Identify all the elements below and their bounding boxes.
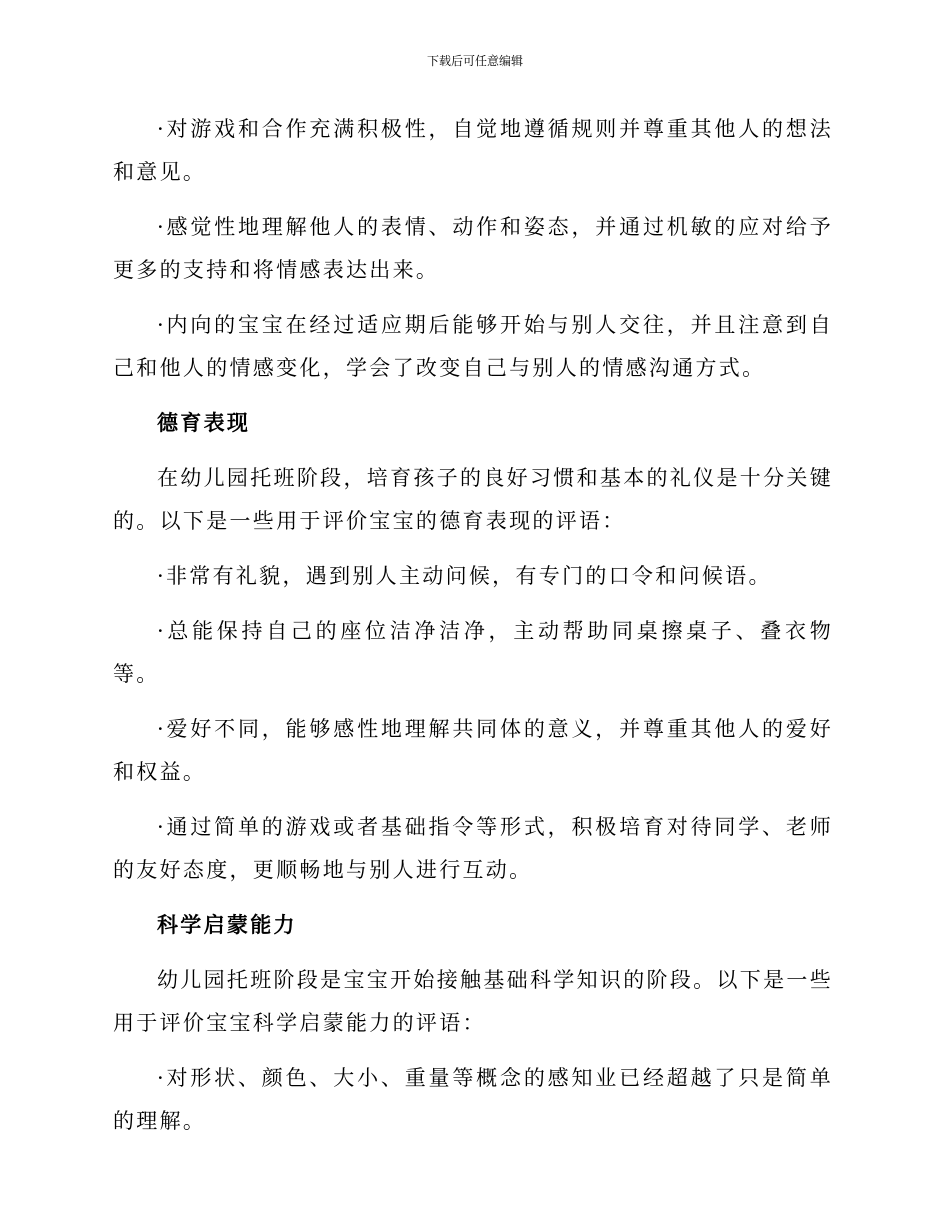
- page-header: 下载后可任意编辑: [426, 54, 523, 68]
- section-intro-science: 幼儿园托班阶段是宝宝开始接触基础科学知识的阶段。以下是一些用于评价宝宝科学启蒙能力的评语：: [113, 968, 833, 1035]
- bullet-item: ·对游戏和合作充满积极性，自觉地遵循规则并尊重其他人的想法和意见。: [113, 117, 833, 184]
- bullet-item: ·非常有礼貌，遇到别人主动问候，有专门的口令和问候语。: [157, 564, 772, 588]
- bullet-item: ·内向的宝宝在经过适应期后能够开始与别人交往，并且注意到自己和他人的情感变化，学会了改变自己与别人的情感沟通方式。: [113, 313, 833, 380]
- bullet-item: ·通过简单的游戏或者基础指令等形式，积极培育对待同学、老师的友好态度，更顺畅地与别人进行互动。: [113, 815, 833, 882]
- bullet-item: ·爱好不同，能够感性地理解共同体的意义，并尊重其他人的爱好和权益。: [113, 717, 833, 784]
- bullet-item: ·对形状、颜色、大小、重量等概念的感知业已经超越了只是简单的理解。: [113, 1066, 833, 1133]
- section-intro-moral: 在幼儿园托班阶段，培育孩子的良好习惯和基本的礼仪是十分关键的。以下是一些用于评价宝宝的德育表现的评语：: [113, 466, 833, 533]
- section-heading-moral: 德育表现: [157, 411, 251, 435]
- document-body: [113, 108, 833, 1155]
- section-heading-science: 科学启蒙能力: [157, 913, 297, 937]
- bullet-item: ·总能保持自己的座位洁净洁净，主动帮助同桌擦桌子、叠衣物等。: [113, 619, 833, 686]
- bullet-item: ·感觉性地理解他人的表情、动作和姿态，并通过机敏的应对给予更多的支持和将情感表达出来。: [113, 215, 833, 282]
